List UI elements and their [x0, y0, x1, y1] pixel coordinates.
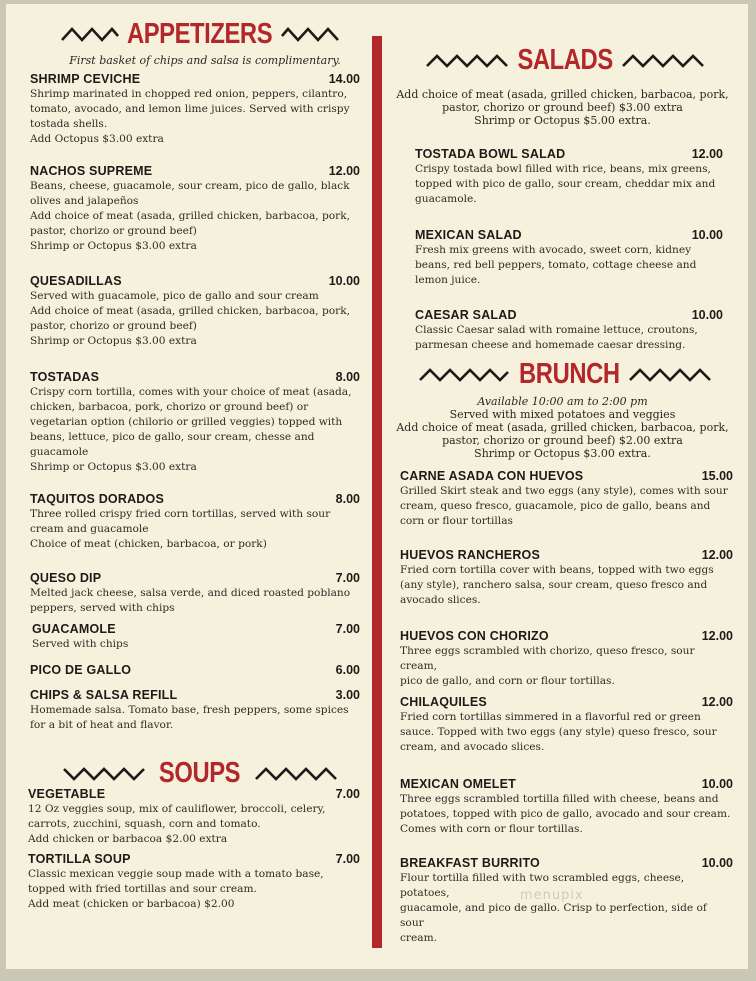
appetizers-header [30, 16, 370, 52]
zigzag-ornament-icon [254, 765, 338, 781]
menu-item [30, 274, 360, 349]
item-price: 10.00 [691, 308, 723, 322]
item-name: TOSTADAS [30, 370, 100, 384]
menu-item [30, 492, 360, 552]
item-price: 12.00 [328, 164, 360, 178]
item-description: Fresh mix greens with avocado, sweet corn, kidney beans, red bell peppers, tomato, cottage cheese and lemon juice. [415, 244, 697, 286]
item-description: Fried corn tortillas simmered in a flavorful red or green sauce. Topped with two eggs (any style) queso fresco, sour cream, and avocado slices. [400, 711, 717, 753]
menu-item [415, 308, 723, 353]
item-price: 3.00 [335, 688, 360, 702]
item-price: 15.00 [701, 469, 733, 483]
zigzag-ornament-icon [418, 366, 510, 382]
brunch-note: Served with mixed potatoes and veggies Add choice of meat (asada, grilled chicken, barbacoa, pork, pastor, chorizo or ground beef) $2.00 extra Shrimp or Octopus $3.00 extra. [396, 408, 729, 460]
salads-title: SALADS [517, 43, 613, 76]
salads-header [395, 42, 735, 78]
zigzag-ornament-icon [621, 52, 705, 68]
menu-item [30, 370, 360, 475]
item-price: 12.00 [701, 695, 733, 709]
brunch-header [395, 356, 735, 392]
appetizers-note: First basket of chips and salsa is complimentary. [69, 54, 341, 67]
item-price: 12.00 [701, 548, 733, 562]
item-price: 10.00 [701, 856, 733, 870]
item-name: VEGETABLE [28, 787, 106, 801]
item-price: 7.00 [335, 571, 360, 585]
zigzag-ornament-icon [281, 26, 339, 42]
menu-item [30, 571, 360, 616]
menu-item [400, 629, 733, 689]
menu-item [400, 469, 733, 529]
menu-item [400, 777, 733, 837]
item-name: CHILAQUILES [400, 695, 487, 709]
item-price: 10.00 [701, 777, 733, 791]
item-description: Fried corn tortilla cover with beans, topped with two eggs (any style), ranchero salsa, sour cream, queso fresco and avocado slices. [400, 564, 714, 606]
menu-item [30, 663, 360, 677]
item-price: 10.00 [328, 274, 360, 288]
zigzag-ornament-icon [61, 26, 119, 42]
watermark: menupix [520, 888, 584, 903]
item-description: Crispy corn tortilla, comes with your choice of meat (asada, chicken, barbacoa, pork, chorizo or ground beef) or vegetarian option (chilorio or grilled veggies) topped with beans, lettuce, pico de gallo, sour cream, chesse and guacamole Shrimp or Octopus $3.00 extra [30, 386, 352, 473]
item-description: Melted jack cheese, salsa verde, and diced roasted poblano peppers, served with chips [30, 587, 351, 614]
item-description: Three rolled crispy fried corn tortillas, served with sour cream and guacamole Choice of meat (chicken, barbacoa, or pork) [30, 508, 331, 550]
item-name: CHIPS & SALSA REFILL [30, 688, 178, 702]
menu-item [415, 228, 723, 288]
soups-header [30, 755, 370, 791]
item-description: Served with guacamole, pico de gallo and sour cream Add choice of meat (asada, grilled chicken, barbacoa, pork, pastor, chorizo or ground beef) Shrimp or Octopus $3.00 extra [30, 290, 351, 347]
item-description: Homemade salsa. Tomato base, fresh peppers, some spices for a bit of heat and flavor. [30, 704, 349, 731]
menu-item [400, 695, 733, 755]
item-price: 8.00 [335, 492, 360, 506]
item-name: HUEVOS CON CHORIZO [400, 629, 549, 643]
item-name: NACHOS SUPREME [30, 164, 153, 178]
column-divider [372, 36, 382, 948]
item-description: Flour tortilla filled with two scrambled eggs, cheese, potatoes, guacamole, and pico de gallo. Crisp to perfection, side of sour cream. [400, 872, 707, 944]
item-price: 7.00 [335, 622, 360, 636]
brunch-hours: Available 10:00 am to 2:00 pm [477, 395, 648, 408]
brunch-title: BRUNCH [518, 357, 620, 390]
item-price: 10.00 [691, 228, 723, 242]
item-price: 7.00 [335, 852, 360, 866]
item-price: 8.00 [335, 370, 360, 384]
soups-title: SOUPS [159, 756, 241, 789]
item-name: TOSTADA BOWL SALAD [415, 147, 566, 161]
menu-item [415, 147, 723, 207]
menu-item [30, 72, 360, 147]
item-name: CAESAR SALAD [415, 308, 517, 322]
item-name: QUESO DIP [30, 571, 102, 585]
menu-item [28, 852, 360, 912]
item-name: MEXICAN OMELET [400, 777, 516, 791]
menu-item [32, 622, 360, 652]
item-name: BREAKFAST BURRITO [400, 856, 540, 870]
item-price: 6.00 [335, 663, 360, 677]
menu-item [28, 787, 360, 847]
item-description: Three eggs scrambled with chorizo, queso fresco, sour cream, pico de gallo, and corn or flour tortillas. [400, 645, 695, 687]
zigzag-ornament-icon [62, 765, 146, 781]
item-name: TAQUITOS DORADOS [30, 492, 164, 506]
item-price: 7.00 [335, 787, 360, 801]
item-name: SHRIMP CEVICHE [30, 72, 141, 86]
item-description: Classic mexican veggie soup made with a tomato base, topped with fried tortillas and sour cream. Add meat (chicken or barbacoa) $2.00 [28, 868, 324, 910]
item-description: Served with chips [32, 638, 129, 650]
item-description: Three eggs scrambled tortilla filled with cheese, beans and potatoes, topped with pico de gallo, avocado and sour cream. Comes with corn or flour tortillas. [400, 793, 731, 835]
item-name: CARNE ASADA CON HUEVOS [400, 469, 584, 483]
item-price: 12.00 [701, 629, 733, 643]
menu-item [400, 548, 733, 608]
item-description: Grilled Skirt steak and two eggs (any style), comes with sour cream, queso fresco, guacamole, pico de gallo, beans and corn or flour tortillas [400, 485, 728, 527]
item-description: Classic Caesar salad with romaine lettuce, croutons, parmesan cheese and homemade caesar dressing. [415, 324, 698, 351]
item-description: Crispy tostada bowl filled with rice, beans, mix greens, topped with pico de gallo, sour cream, cheddar mix and guacamole. [415, 163, 716, 205]
item-price: 14.00 [328, 72, 360, 86]
item-name: PICO DE GALLO [30, 663, 132, 677]
item-name: TORTILLA SOUP [28, 852, 131, 866]
item-name: QUESADILLAS [30, 274, 122, 288]
item-price: 12.00 [691, 147, 723, 161]
zigzag-ornament-icon [425, 52, 509, 68]
item-description: Beans, cheese, guacamole, sour cream, pico de gallo, black olives and jalapeños Add choice of meat (asada, grilled chicken, barbacoa, pork, pastor, chorizo or ground beef) Shrimp or Octopus $3.00 extra [30, 180, 351, 252]
salads-note: Add choice of meat (asada, grilled chicken, barbacoa, pork, pastor, chorizo or ground beef) $3.00 extra Shrimp or Octopus $5.00 extra. [396, 88, 729, 127]
item-description: Shrimp marinated in chopped red onion, peppers, cilantro, tomato, avocado, and lemon lime juices. Served with crispy tostada shells. Add Octopus $3.00 extra [30, 88, 350, 145]
menu-item [30, 164, 360, 254]
zigzag-ornament-icon [628, 366, 712, 382]
appetizers-title: APPETIZERS [127, 17, 273, 50]
item-name: MEXICAN SALAD [415, 228, 522, 242]
item-description: 12 Oz veggies soup, mix of cauliflower, broccoli, celery, carrots, zucchini, squash, corn and tomato. Add chicken or barbacoa $2.00 extra [28, 803, 326, 845]
item-name: HUEVOS RANCHEROS [400, 548, 541, 562]
item-name: GUACAMOLE [32, 622, 116, 636]
menu-item [30, 688, 360, 733]
